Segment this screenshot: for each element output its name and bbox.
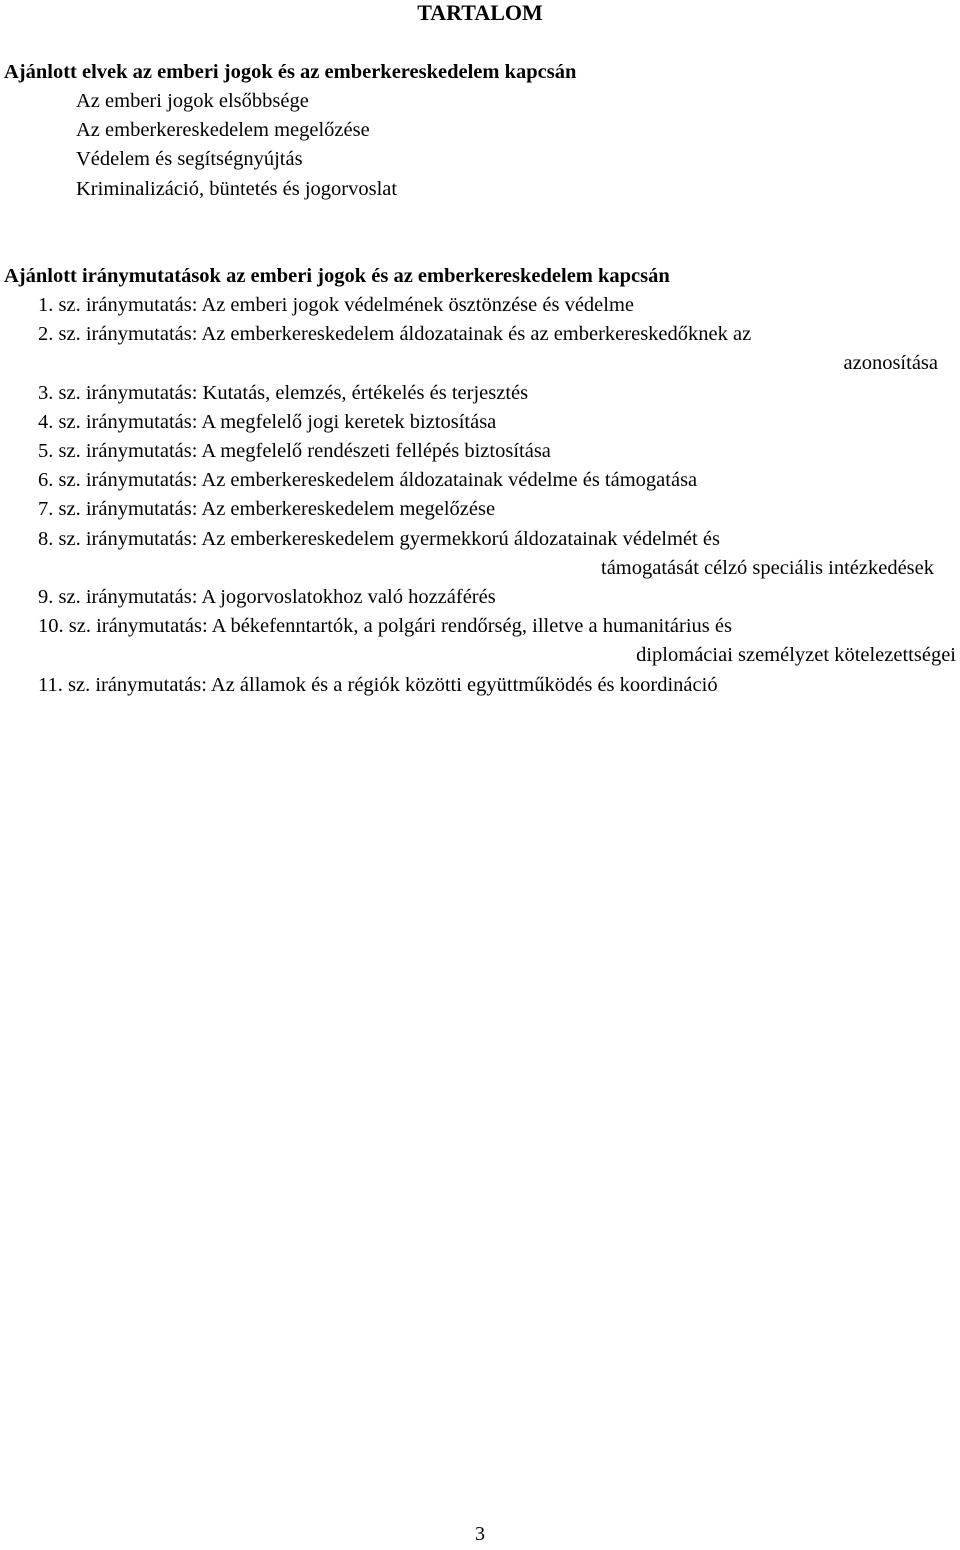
- list-item: Az emberi jogok elsőbbsége: [76, 90, 309, 112]
- section-heading-guidelines: Ajánlott iránymutatások az emberi jogok és az emberkereskedelem kapcsán: [4, 265, 670, 287]
- list-item: [38, 437, 956, 466]
- list-item-text: 6. sz. iránymutatás: Az emberkereskedelem áldozatainak védelme és támogatása: [38, 469, 698, 492]
- list-item: [38, 495, 956, 524]
- guidelines-list: [38, 291, 956, 700]
- section-heading-principles: Ajánlott elvek az emberi jogok és az emberkereskedelem kapcsán: [4, 61, 577, 83]
- list-item: [38, 291, 956, 320]
- list-item-text: 2. sz. iránymutatás: Az emberkereskedelem áldozatainak és az emberkereskedőknek az: [38, 323, 752, 346]
- list-item: [38, 379, 956, 408]
- list-item-text: 4. sz. iránymutatás: A megfelelő jogi keretek biztosítása: [38, 410, 497, 433]
- list-item: [38, 525, 956, 583]
- list-item: [38, 466, 956, 495]
- list-item-text: 7. sz. iránymutatás: Az emberkereskedelem megelőzése: [38, 498, 496, 521]
- list-item-text: 3. sz. iránymutatás: Kutatás, elemzés, értékelés és terjesztés: [38, 381, 529, 404]
- list-item: Kriminalizáció, büntetés és jogorvoslat: [76, 177, 398, 200]
- list-item-text: 5. sz. iránymutatás: A megfelelő rendészeti fellépés biztosítása: [38, 440, 551, 463]
- list-item-continuation: támogatását célzó speciális intézkedések: [601, 556, 934, 579]
- page-title: TARTALOM: [417, 0, 543, 25]
- list-item: [38, 671, 956, 700]
- list-item: Védelem és segítségnyújtás: [76, 148, 303, 171]
- list-item-text: 1. sz. iránymutatás: Az emberi jogok védelmének ösztönzése és védelme: [38, 294, 635, 316]
- list-item: [38, 408, 956, 437]
- list-item-continuation: diplomáciai személyzet kötelezettségei: [636, 644, 956, 667]
- list-item-text: 9. sz. iránymutatás: A jogorvoslatokhoz való hozzáférés: [38, 586, 496, 609]
- list-item: Az emberkereskedelem megelőzése: [76, 119, 370, 142]
- page-number: 3: [475, 1523, 485, 1545]
- list-item: [38, 583, 956, 612]
- list-item-text: 11. sz. iránymutatás: Az államok és a régiók közötti együttműködés és koordináció: [38, 673, 718, 696]
- principles-list: [76, 87, 397, 204]
- list-item-continuation: azonosítása: [843, 352, 938, 375]
- list-item-text: 10. sz. iránymutatás: A békefenntartók, a polgári rendőrség, illetve a humanitárius és: [38, 615, 732, 638]
- list-item-text: 8. sz. iránymutatás: Az emberkereskedelem gyermekkorú áldozatainak védelmét és: [38, 527, 720, 550]
- list-item: [38, 320, 956, 378]
- list-item: [38, 612, 956, 670]
